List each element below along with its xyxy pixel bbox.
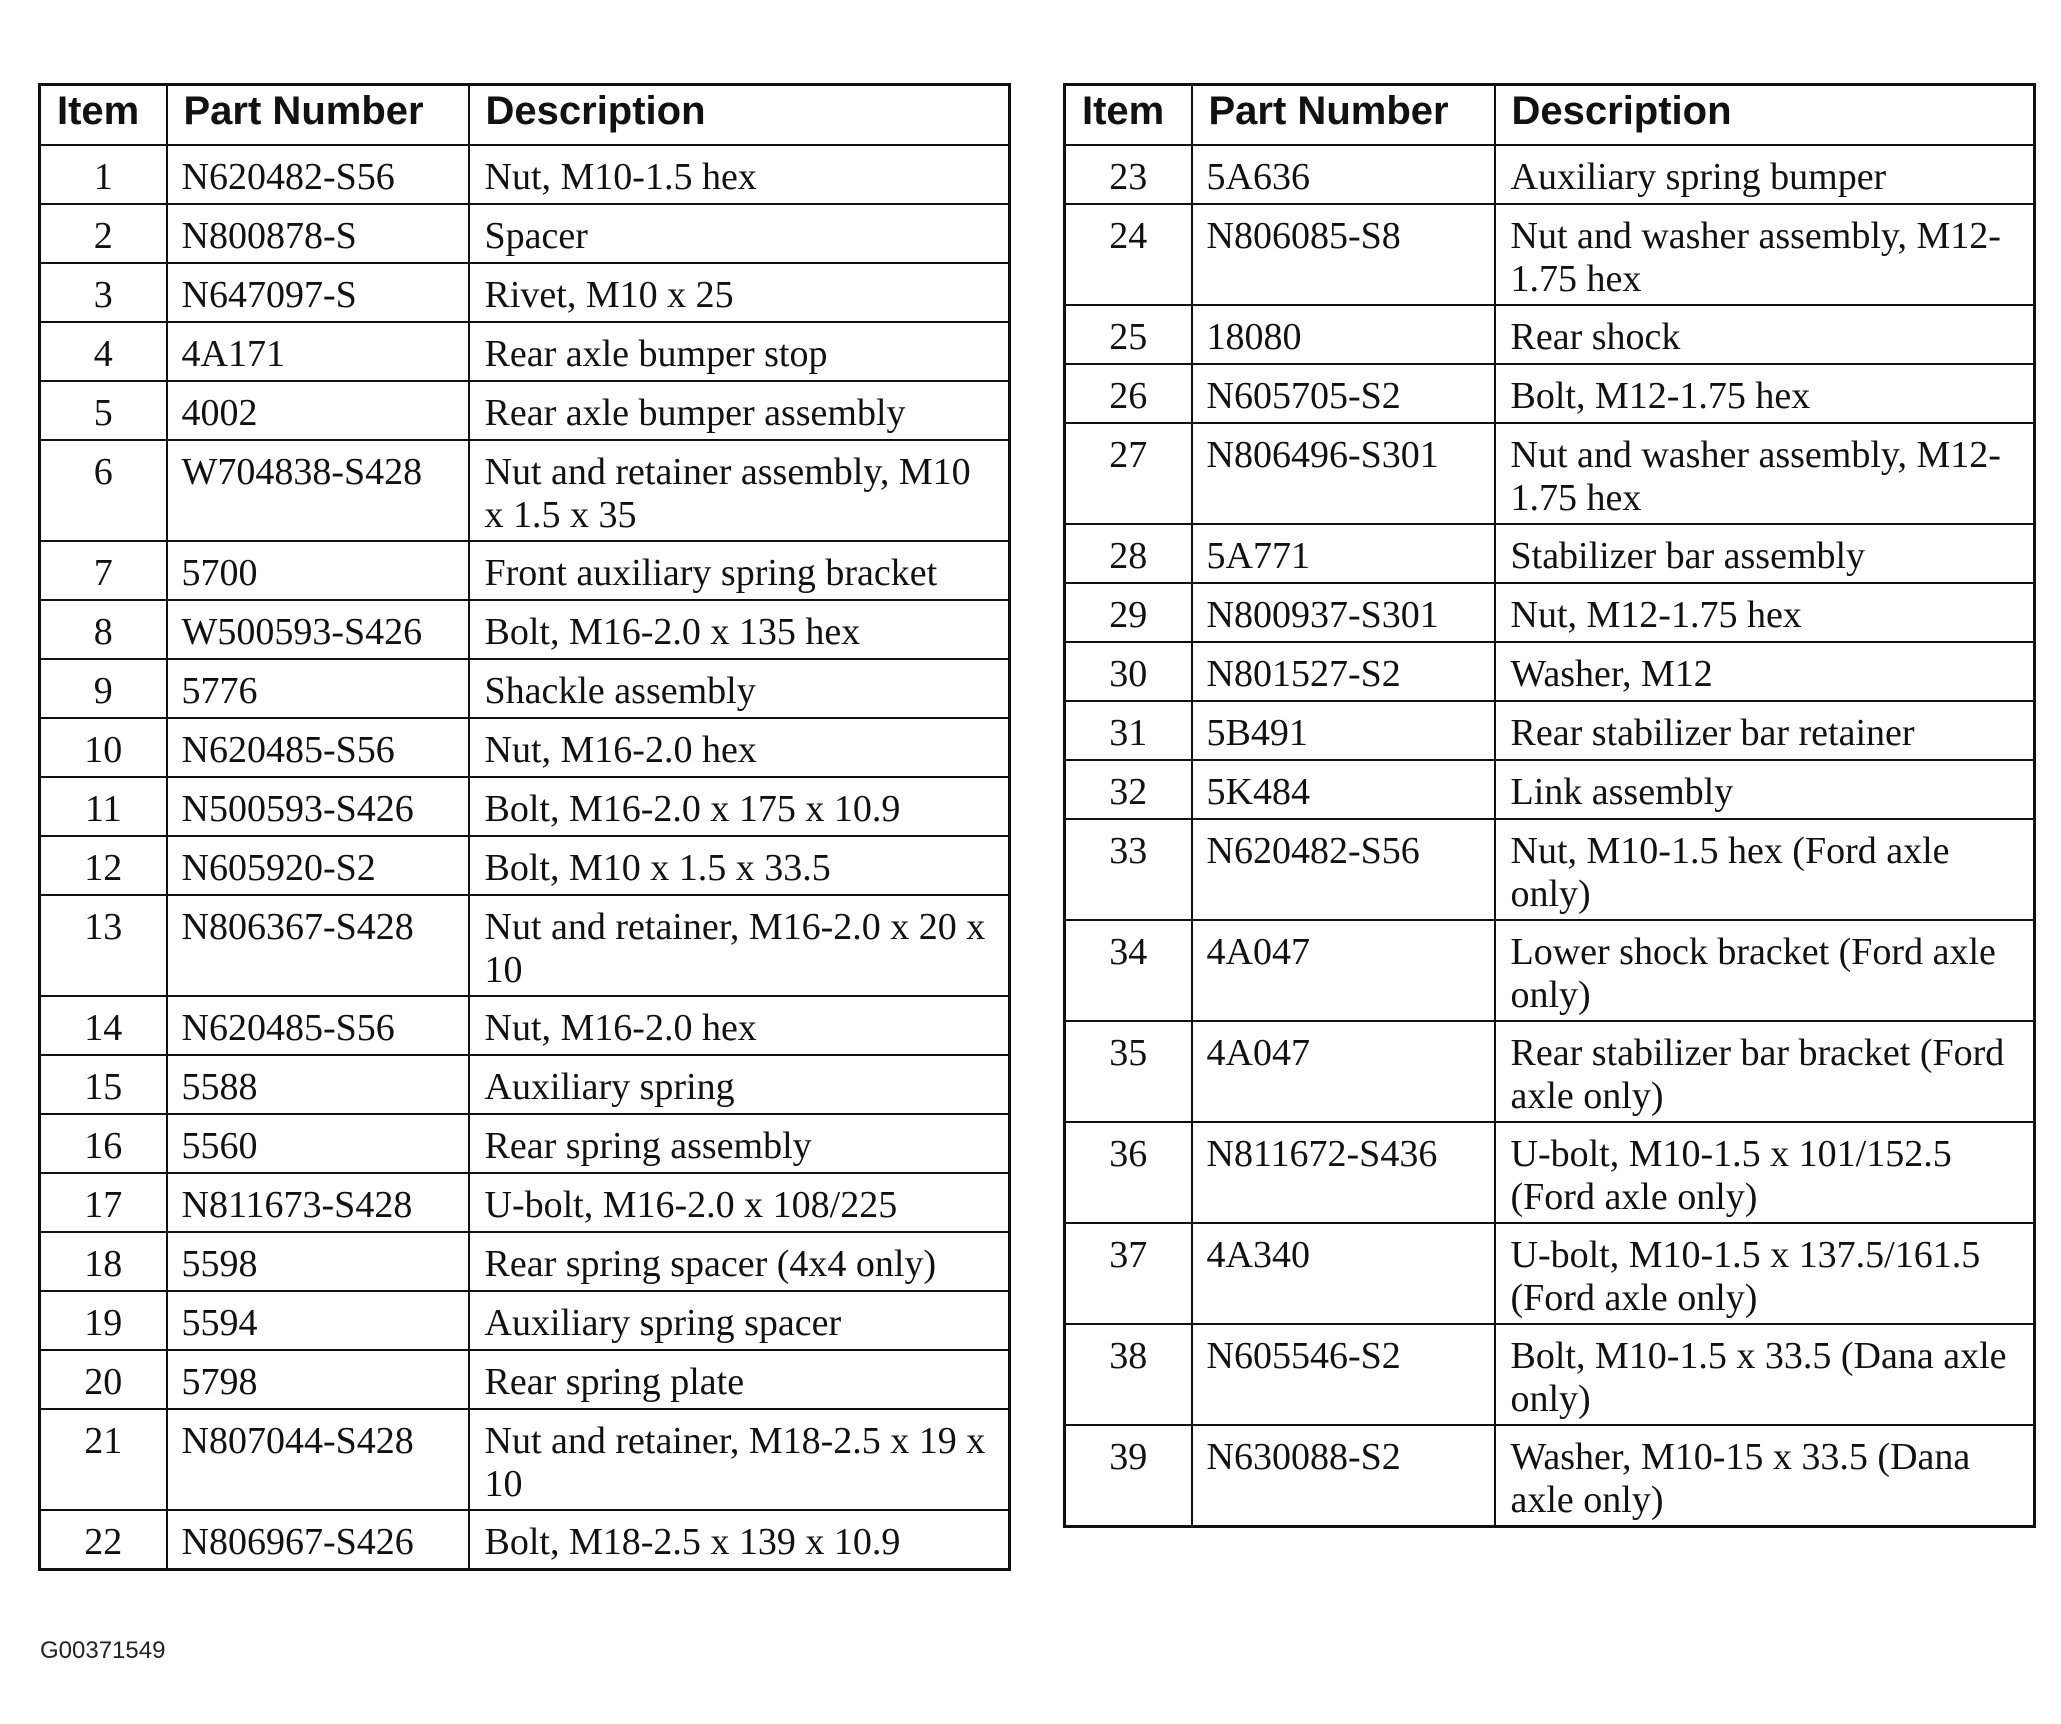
description: Nut and washer assembly, M12-1.75 hex <box>1495 423 2035 524</box>
part-number: N620485-S56 <box>167 718 469 777</box>
description: Rear stabilizer bar bracket (Ford axle only) <box>1495 1021 2035 1122</box>
part-number: N620485-S56 <box>167 996 469 1055</box>
part-number: 18080 <box>1192 305 1495 364</box>
description: Rear spring spacer (4x4 only) <box>469 1232 1010 1291</box>
description: Rear spring plate <box>469 1350 1010 1409</box>
table-row <box>40 204 1010 263</box>
description: Bolt, M18-2.5 x 139 x 10.9 <box>469 1510 1010 1570</box>
part-number: 5594 <box>167 1291 469 1350</box>
item-number: 33 <box>1065 819 1192 920</box>
table-row <box>40 1510 1010 1570</box>
description: Nut, M16-2.0 hex <box>469 718 1010 777</box>
item-number: 30 <box>1065 642 1192 701</box>
table-row <box>40 600 1010 659</box>
table-row <box>40 777 1010 836</box>
item-number: 28 <box>1065 524 1192 583</box>
item-number: 24 <box>1065 204 1192 305</box>
part-number: 4002 <box>167 381 469 440</box>
description: U-bolt, M10-1.5 x 101/152.5 (Ford axle only) <box>1495 1122 2035 1223</box>
table-row <box>40 1232 1010 1291</box>
item-number: 3 <box>40 263 167 322</box>
part-number: N647097-S <box>167 263 469 322</box>
item-number: 6 <box>40 440 167 541</box>
part-number: 5K484 <box>1192 760 1495 819</box>
item-number: 20 <box>40 1350 167 1409</box>
table-row <box>1065 701 2035 760</box>
description: Shackle assembly <box>469 659 1010 718</box>
table-row <box>40 1291 1010 1350</box>
part-number: N806085-S8 <box>1192 204 1495 305</box>
parts-table-left <box>38 83 1011 1571</box>
table-row <box>1065 1425 2035 1527</box>
part-number: 5598 <box>167 1232 469 1291</box>
part-number: N630088-S2 <box>1192 1425 1495 1527</box>
item-number: 1 <box>40 145 167 204</box>
part-number: N605705-S2 <box>1192 364 1495 423</box>
part-number: N807044-S428 <box>167 1409 469 1510</box>
description: Stabilizer bar assembly <box>1495 524 2035 583</box>
item-number: 35 <box>1065 1021 1192 1122</box>
table-row <box>40 1409 1010 1510</box>
description: Nut and retainer, M18-2.5 x 19 x 10 <box>469 1409 1010 1510</box>
item-number: 22 <box>40 1510 167 1570</box>
part-number: N605920-S2 <box>167 836 469 895</box>
table-row <box>40 659 1010 718</box>
part-number: 5798 <box>167 1350 469 1409</box>
part-number: 5A771 <box>1192 524 1495 583</box>
part-number: N605546-S2 <box>1192 1324 1495 1425</box>
table-row <box>40 541 1010 600</box>
item-number: 18 <box>40 1232 167 1291</box>
table-row <box>40 263 1010 322</box>
part-number: 5700 <box>167 541 469 600</box>
part-number: 5776 <box>167 659 469 718</box>
header-part-number: Part Number <box>1192 85 1495 146</box>
item-number: 38 <box>1065 1324 1192 1425</box>
item-number: 19 <box>40 1291 167 1350</box>
table-row <box>40 322 1010 381</box>
table-row <box>40 1055 1010 1114</box>
part-number: N620482-S56 <box>1192 819 1495 920</box>
description: Front auxiliary spring bracket <box>469 541 1010 600</box>
table-row <box>1065 760 2035 819</box>
description: Bolt, M10-1.5 x 33.5 (Dana axle only) <box>1495 1324 2035 1425</box>
description: Rivet, M10 x 25 <box>469 263 1010 322</box>
part-number: 4A047 <box>1192 1021 1495 1122</box>
table-row <box>1065 364 2035 423</box>
table-row <box>1065 1324 2035 1425</box>
part-number: N800878-S <box>167 204 469 263</box>
description: Nut, M10-1.5 hex <box>469 145 1010 204</box>
description: Rear stabilizer bar retainer <box>1495 701 2035 760</box>
part-number: N620482-S56 <box>167 145 469 204</box>
part-number: N806367-S428 <box>167 895 469 996</box>
header-description: Description <box>469 85 1010 146</box>
item-number: 29 <box>1065 583 1192 642</box>
table-row <box>1065 583 2035 642</box>
table-row <box>1065 423 2035 524</box>
table-row <box>1065 524 2035 583</box>
item-number: 37 <box>1065 1223 1192 1324</box>
part-number: N806496-S301 <box>1192 423 1495 524</box>
table-row <box>40 1173 1010 1232</box>
part-number: 4A171 <box>167 322 469 381</box>
item-number: 2 <box>40 204 167 263</box>
part-number: N811673-S428 <box>167 1173 469 1232</box>
table-row <box>1065 1021 2035 1122</box>
part-number: W704838-S428 <box>167 440 469 541</box>
table-row <box>1065 1223 2035 1324</box>
item-number: 32 <box>1065 760 1192 819</box>
description: Bolt, M16-2.0 x 175 x 10.9 <box>469 777 1010 836</box>
item-number: 16 <box>40 1114 167 1173</box>
table-row <box>1065 145 2035 204</box>
item-number: 7 <box>40 541 167 600</box>
table-row <box>1065 204 2035 305</box>
part-number: W500593-S426 <box>167 600 469 659</box>
header-row <box>1065 85 2035 146</box>
part-number: 5A636 <box>1192 145 1495 204</box>
item-number: 31 <box>1065 701 1192 760</box>
header-part-number: Part Number <box>167 85 469 146</box>
item-number: 12 <box>40 836 167 895</box>
item-number: 27 <box>1065 423 1192 524</box>
description: Nut, M16-2.0 hex <box>469 996 1010 1055</box>
description: Washer, M10-15 x 33.5 (Dana axle only) <box>1495 1425 2035 1527</box>
table-row <box>1065 1122 2035 1223</box>
description: Rear axle bumper assembly <box>469 381 1010 440</box>
description: U-bolt, M10-1.5 x 137.5/161.5 (Ford axle only) <box>1495 1223 2035 1324</box>
item-number: 34 <box>1065 920 1192 1021</box>
figure-id: G00371549 <box>40 1637 166 1664</box>
table-body-left <box>40 145 1010 1570</box>
description: U-bolt, M16-2.0 x 108/225 <box>469 1173 1010 1232</box>
table-row <box>40 440 1010 541</box>
table-row <box>40 1114 1010 1173</box>
part-number: 4A047 <box>1192 920 1495 1021</box>
header-item: Item <box>1065 85 1192 146</box>
description: Rear spring assembly <box>469 1114 1010 1173</box>
item-number: 25 <box>1065 305 1192 364</box>
header-item: Item <box>40 85 167 146</box>
table-row <box>1065 920 2035 1021</box>
part-number: 5B491 <box>1192 701 1495 760</box>
table-row <box>40 996 1010 1055</box>
parts-table-right <box>1063 83 2036 1528</box>
item-number: 17 <box>40 1173 167 1232</box>
description: Auxiliary spring spacer <box>469 1291 1010 1350</box>
description: Nut and washer assembly, M12-1.75 hex <box>1495 204 2035 305</box>
description: Nut and retainer, M16-2.0 x 20 x 10 <box>469 895 1010 996</box>
description: Link assembly <box>1495 760 2035 819</box>
part-number: N800937-S301 <box>1192 583 1495 642</box>
description: Washer, M12 <box>1495 642 2035 701</box>
item-number: 13 <box>40 895 167 996</box>
table-body-right <box>1065 145 2035 1527</box>
item-number: 21 <box>40 1409 167 1510</box>
table-row <box>1065 642 2035 701</box>
part-number: N500593-S426 <box>167 777 469 836</box>
description: Nut and retainer assembly, M10 x 1.5 x 35 <box>469 440 1010 541</box>
description: Spacer <box>469 204 1010 263</box>
item-number: 23 <box>1065 145 1192 204</box>
item-number: 39 <box>1065 1425 1192 1527</box>
table-row <box>40 836 1010 895</box>
item-number: 8 <box>40 600 167 659</box>
description: Auxiliary spring <box>469 1055 1010 1114</box>
item-number: 15 <box>40 1055 167 1114</box>
item-number: 4 <box>40 322 167 381</box>
part-number: 4A340 <box>1192 1223 1495 1324</box>
header-description: Description <box>1495 85 2035 146</box>
item-number: 14 <box>40 996 167 1055</box>
item-number: 36 <box>1065 1122 1192 1223</box>
part-number: N811672-S436 <box>1192 1122 1495 1223</box>
description: Bolt, M12-1.75 hex <box>1495 364 2035 423</box>
part-number: N801527-S2 <box>1192 642 1495 701</box>
header-row <box>40 85 1010 146</box>
table-row <box>40 718 1010 777</box>
part-number: N806967-S426 <box>167 1510 469 1570</box>
table-row <box>40 145 1010 204</box>
description: Bolt, M16-2.0 x 135 hex <box>469 600 1010 659</box>
item-number: 11 <box>40 777 167 836</box>
description: Nut, M10-1.5 hex (Ford axle only) <box>1495 819 2035 920</box>
item-number: 10 <box>40 718 167 777</box>
description: Lower shock bracket (Ford axle only) <box>1495 920 2035 1021</box>
description: Rear shock <box>1495 305 2035 364</box>
table-row <box>40 1350 1010 1409</box>
part-number: 5588 <box>167 1055 469 1114</box>
description: Bolt, M10 x 1.5 x 33.5 <box>469 836 1010 895</box>
part-number: 5560 <box>167 1114 469 1173</box>
item-number: 26 <box>1065 364 1192 423</box>
table-row <box>40 381 1010 440</box>
item-number: 5 <box>40 381 167 440</box>
table-row <box>1065 819 2035 920</box>
description: Rear axle bumper stop <box>469 322 1010 381</box>
table-row <box>40 895 1010 996</box>
table-row <box>1065 305 2035 364</box>
description: Auxiliary spring bumper <box>1495 145 2035 204</box>
item-number: 9 <box>40 659 167 718</box>
description: Nut, M12-1.75 hex <box>1495 583 2035 642</box>
